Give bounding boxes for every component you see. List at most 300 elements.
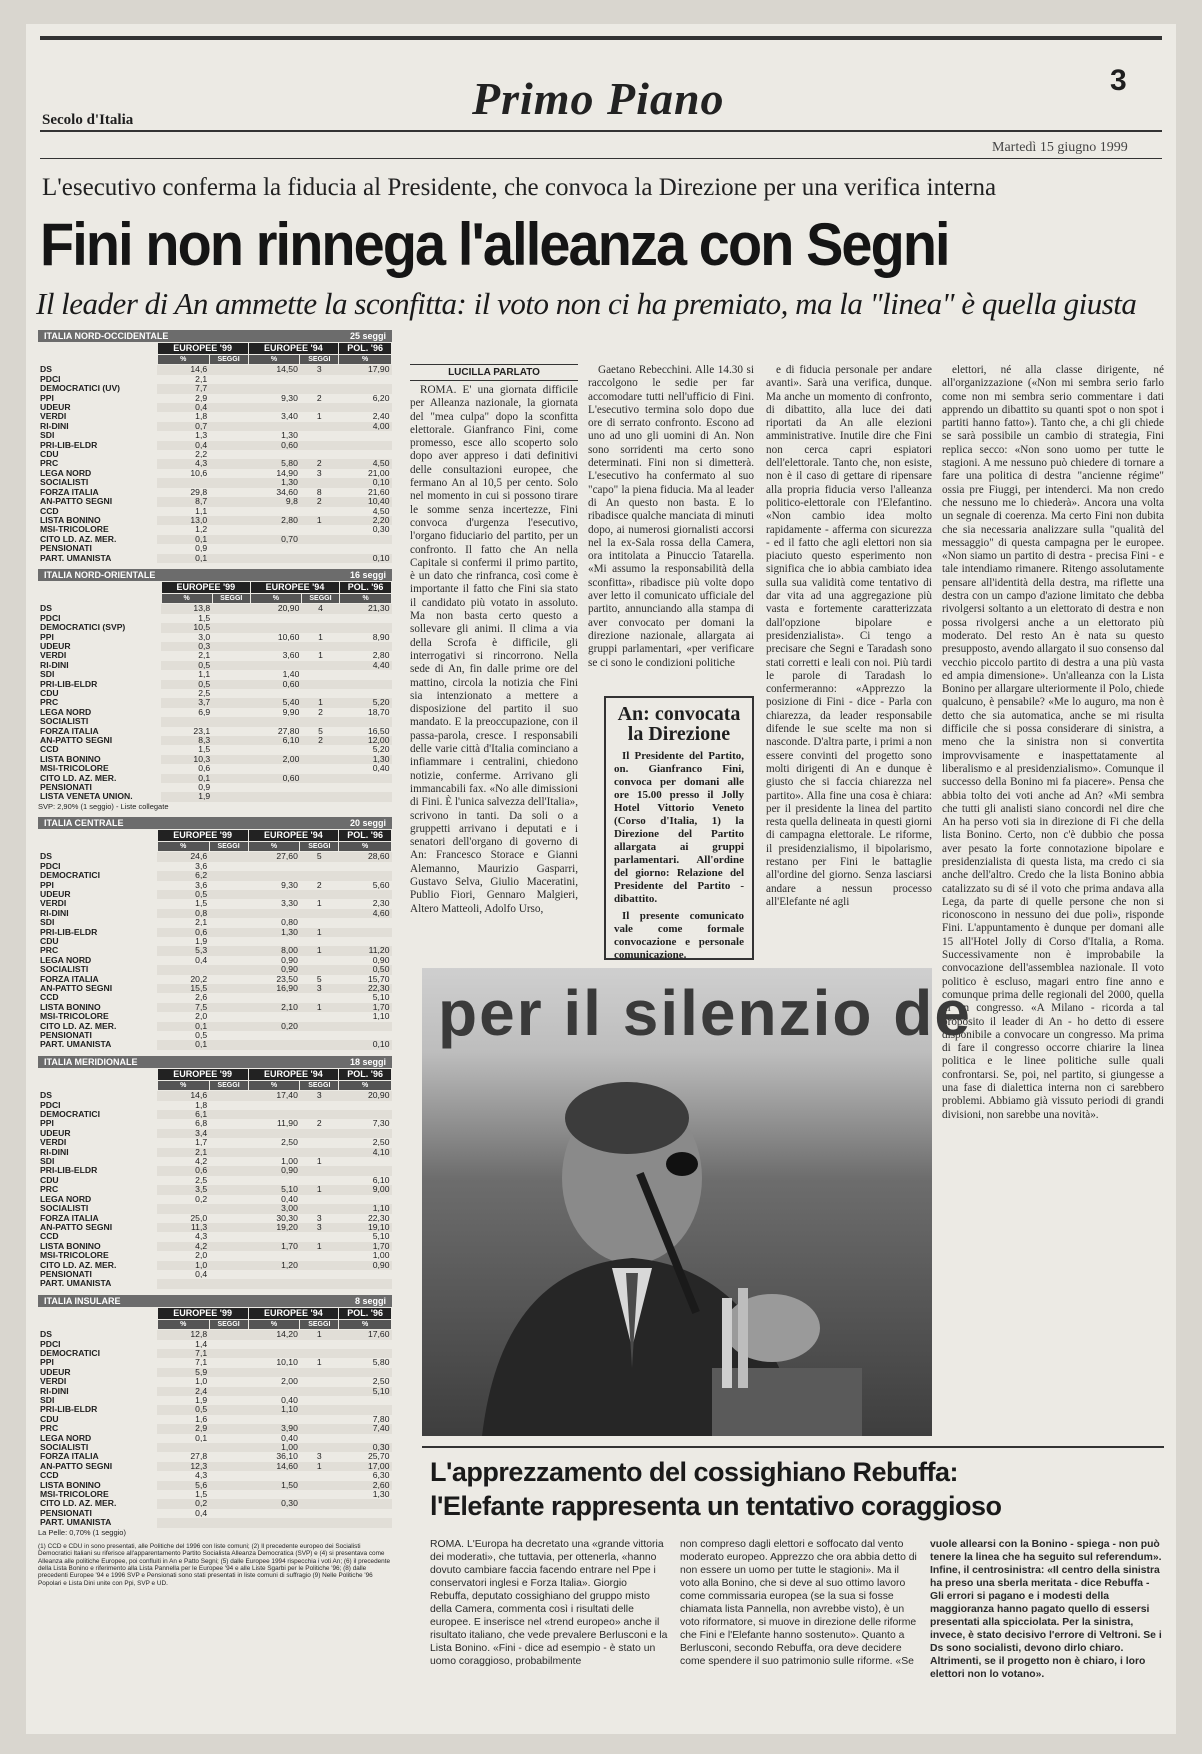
result-value: 6,8 (195, 1118, 208, 1129)
result-value (209, 1518, 248, 1527)
result-value (339, 1279, 392, 1288)
result-value (212, 651, 250, 660)
result-value (209, 1251, 248, 1260)
result-value: 1,0 (195, 1376, 208, 1387)
result-value: 9,30 (281, 879, 298, 890)
result-value: 0,20 (248, 1022, 300, 1031)
party-name: SDI (40, 1156, 55, 1167)
party-name: RI-DINI (40, 659, 69, 670)
result-value (209, 1022, 248, 1031)
party-name: SDI (40, 430, 55, 441)
party-name: UDEUR (40, 402, 71, 413)
result-value (212, 689, 250, 698)
result-value: 1,7 (195, 1137, 208, 1148)
sub-header: % (248, 1319, 300, 1329)
result-value (209, 993, 248, 1002)
result-value (209, 1242, 248, 1251)
result-value (301, 614, 339, 623)
result-value: 3 (300, 365, 339, 375)
party-name: LEGA NORD (40, 706, 92, 717)
result-value: 1,3 (195, 430, 208, 441)
result-value: 0,40 (372, 763, 390, 774)
result-value: 3,90 (248, 1424, 300, 1433)
result-value (340, 670, 392, 679)
result-value (209, 1129, 248, 1138)
result-value (209, 1003, 248, 1012)
result-value: 16,50 (367, 725, 390, 736)
results-table (38, 581, 392, 802)
party-name: FORZA ITALIA (40, 1451, 99, 1462)
result-value: 2,80 (248, 516, 300, 525)
result-value (300, 1340, 339, 1349)
result-value (301, 755, 339, 764)
result-value: 8,90 (372, 631, 390, 642)
region-header (38, 330, 392, 342)
result-value (209, 890, 248, 899)
result-value: 1,9 (195, 935, 208, 946)
result-value: 5,20 (340, 698, 392, 707)
result-value: 0,2 (157, 1499, 209, 1508)
result-value: 0,5 (157, 890, 209, 899)
result-value (300, 422, 339, 431)
result-value (300, 375, 339, 384)
region-header (38, 1056, 392, 1068)
party-name: VERDI (40, 1376, 67, 1387)
result-value (248, 1279, 300, 1288)
result-value: 5 (316, 973, 322, 984)
result-value: 1,1 (195, 505, 208, 516)
region-header (38, 817, 392, 829)
result-value (209, 928, 248, 937)
result-value (212, 783, 250, 792)
table-row (38, 1110, 392, 1119)
result-value: 1 (300, 928, 339, 937)
result-value: 36,10 (276, 1451, 298, 1462)
result-value: 3,6 (195, 860, 208, 871)
second-column-1 (430, 1538, 668, 1728)
result-value: 3 (300, 1223, 339, 1232)
column-group-header: EUROPEE '99 (157, 829, 248, 841)
party-name: RI-DINI (40, 1146, 69, 1157)
party-name: DS (40, 603, 52, 614)
result-value: 23,1 (193, 725, 211, 736)
result-value (339, 1518, 392, 1527)
party-name: FORZA ITALIA (40, 1212, 99, 1223)
result-value: 5,80 (248, 459, 300, 468)
result-value (300, 1251, 339, 1260)
result-value: 1,10 (372, 1011, 390, 1022)
result-value: 4,00 (339, 422, 392, 431)
result-value (300, 535, 339, 544)
result-value: 34,60 (276, 486, 298, 497)
result-value (209, 1452, 248, 1461)
result-value (300, 1509, 339, 1518)
result-value: 1 (300, 1242, 339, 1251)
result-value (339, 1101, 392, 1110)
result-value (212, 717, 250, 726)
result-value: 14,6 (157, 365, 209, 375)
result-value: 7,40 (339, 1424, 392, 1433)
party-name: LISTA VENETA UNION. (40, 791, 133, 802)
result-value: 2,0 (195, 1011, 208, 1022)
result-value: 1,30 (248, 928, 300, 937)
result-value (209, 1387, 248, 1396)
result-value: 14,90 (276, 467, 298, 478)
result-value: 1,10 (248, 1405, 300, 1414)
article-column-2 (588, 364, 754, 669)
result-value (209, 544, 248, 553)
result-value (300, 544, 339, 553)
result-value: 0,10 (339, 1040, 392, 1049)
table-row (38, 1223, 392, 1232)
result-value: 0,40 (281, 1432, 298, 1443)
result-value: 5,20 (372, 744, 390, 755)
result-value: 1,00 (372, 1250, 390, 1261)
table-row (38, 623, 392, 632)
result-value: 9,8 (248, 497, 300, 506)
party-name: DS (40, 851, 52, 862)
sub-header: SEGGI (209, 1319, 248, 1329)
result-value: 5,80 (372, 1357, 390, 1368)
result-value (300, 1387, 339, 1396)
party-name: CCD (40, 1231, 59, 1242)
result-value (300, 909, 339, 918)
party-name: MSI-TRICOLORE (40, 524, 109, 535)
party-name: PRC (40, 458, 59, 469)
result-value (300, 1261, 339, 1270)
result-value: 3 (316, 1212, 322, 1223)
result-value: 0,1 (161, 774, 212, 783)
result-value: 29,8 (190, 486, 208, 497)
table-row (38, 1279, 392, 1288)
party-name: LISTA BONINO (40, 1001, 101, 1012)
region-seats: 25 seggi (349, 331, 386, 341)
party-name: UDEUR (40, 1366, 71, 1377)
result-value: 6,2 (157, 871, 209, 880)
result-value (248, 375, 300, 384)
sub-header: % (157, 1080, 209, 1090)
result-value: 21,30 (340, 604, 392, 614)
party-name: PPI (40, 879, 54, 890)
result-value (212, 642, 250, 651)
result-value: 23,50 (276, 973, 298, 984)
result-value: 12,00 (340, 736, 392, 745)
result-value: 1,70 (248, 1242, 300, 1251)
region-seats: 20 seggi (349, 817, 386, 828)
result-value (209, 554, 248, 563)
convocation-box (604, 696, 754, 960)
result-value: 1 (318, 631, 323, 642)
party-name: RI-DINI (40, 420, 69, 431)
result-value: 7,1 (195, 1357, 208, 1368)
result-value: 7,80 (372, 1413, 390, 1424)
result-value: 7,30 (372, 1118, 390, 1129)
result-value (339, 1509, 392, 1518)
result-value (340, 783, 392, 792)
result-value: 1,30 (281, 430, 298, 441)
result-value (300, 1270, 339, 1279)
result-value (209, 1270, 248, 1279)
result-value: 1 (316, 1156, 322, 1167)
result-value: 2 (301, 736, 339, 745)
result-value (209, 1481, 248, 1490)
party-name: PRC (40, 1423, 59, 1434)
result-value (212, 604, 250, 614)
result-value: 1,70 (339, 1003, 392, 1012)
result-value (209, 871, 248, 880)
party-name: CDU (40, 449, 59, 460)
table-row (38, 1040, 392, 1049)
result-value: 10,5 (161, 623, 212, 632)
result-value: 1,8 (195, 1099, 208, 1110)
result-value (248, 1518, 300, 1527)
result-value: 3 (316, 467, 322, 478)
result-value: 0,40 (281, 1193, 298, 1204)
result-value (300, 1405, 339, 1414)
result-value: 1,1 (198, 669, 211, 680)
result-value (300, 1012, 339, 1021)
result-value: 2,2 (195, 449, 208, 460)
result-value (209, 965, 248, 974)
table-row (38, 1195, 392, 1204)
result-value (250, 792, 301, 801)
sub-header: % (161, 593, 212, 603)
results-table (38, 829, 392, 1050)
party-name: SOCIALISTI (40, 477, 89, 488)
result-value: 2 (316, 879, 322, 890)
party-name: LEGA NORD (40, 467, 92, 478)
result-value (209, 1101, 248, 1110)
table-row (38, 689, 392, 698)
result-value: 1,20 (248, 1261, 300, 1270)
result-value: 21,60 (367, 486, 390, 497)
result-value (339, 1340, 392, 1349)
party-name: LEGA NORD (40, 1432, 92, 1443)
table-row (38, 633, 392, 642)
sub-header: % (250, 593, 301, 603)
result-value (209, 507, 248, 516)
party-name: AN-PATTO SEGNI (40, 496, 113, 507)
election-results (38, 330, 392, 1587)
result-value: 4 (301, 604, 339, 614)
table-row (38, 928, 392, 937)
result-value: 0,30 (372, 524, 390, 535)
party-name: PENSIONATI (40, 1030, 92, 1040)
result-value (209, 1012, 248, 1021)
result-value: 0,30 (339, 1443, 392, 1452)
result-value: 1,70 (339, 1242, 392, 1251)
result-value: 10,3 (161, 755, 212, 764)
party-name: PART. UMANISTA (40, 1278, 112, 1289)
result-value (212, 755, 250, 764)
result-value (212, 698, 250, 707)
result-value: 5 (318, 725, 323, 736)
table-row (38, 1091, 392, 1101)
results-footnote: (1) CCD e CDU in sono presentati, alle Politiche del 1996 con liste comuni; (2) Il precedente europeo dei Socialisti Democratici Italiani su riferisce all'apparentamento Partito Socialista Alleanza Democratica (SVP) e (4) si presentava come Alleanza alle politiche Europee, poi confluiti in An e Patto Segni; (5) dalle Europee 1994 rispecchia i voti An; (6) il precedente della Lista Bonino e riferimento alla Lista Pannella per le Europee '94 e alle Liste Sgarbi per le Politiche '96; (8) dalle precedenti Europee '94 e 1996 SVP e Pensionati sono stati presentati in liste comuni di suffragio (9) Nelle Politiche '96 Popolari e Lista Dini unite con Ppi, SVP e UD. (38, 1542, 391, 1587)
result-value: 8 (316, 486, 322, 497)
result-value: 2,00 (281, 1376, 298, 1387)
party-name: UDEUR (40, 1127, 71, 1138)
result-value (209, 1509, 248, 1518)
result-value: 2,1 (198, 650, 211, 661)
party-name: SOCIALISTI (40, 1442, 89, 1453)
result-value (300, 1481, 339, 1490)
result-value: 5,60 (372, 879, 390, 890)
box-title: An: convocata la Direzione (617, 703, 741, 745)
result-value (209, 984, 248, 993)
result-value: 6,9 (198, 706, 211, 717)
result-value: 2,50 (281, 1137, 298, 1148)
result-value (209, 918, 248, 927)
party-name: CDU (40, 1174, 59, 1185)
region-note: SVP: 2,90% (1 seggio) - Liste collegate (38, 801, 169, 811)
party-name: PENSIONATI (40, 543, 92, 554)
result-value: 2,1 (195, 373, 208, 384)
party-name: SDI (40, 669, 55, 680)
result-value: 3 (300, 1091, 339, 1101)
result-value: 18,70 (367, 706, 390, 717)
party-name: DEMOCRATICI (40, 870, 100, 881)
sub-header: % (248, 1080, 300, 1090)
sub-header: SEGGI (300, 841, 339, 851)
result-value: 19,10 (339, 1223, 392, 1232)
result-value (340, 774, 392, 783)
result-value (209, 478, 248, 487)
second-column-3 (930, 1538, 1164, 1728)
result-value: 2 (318, 706, 323, 717)
result-value: 9,90 (282, 706, 300, 717)
party-name: PART. UMANISTA (40, 552, 112, 563)
table-row (38, 1518, 392, 1527)
table-row (38, 384, 392, 393)
party-name: AN-PATTO SEGNI (40, 1460, 113, 1471)
region-seats: 16 seggi (349, 569, 386, 580)
masthead-rule (40, 130, 1162, 132)
sub-header: % (339, 1319, 392, 1329)
result-value (209, 1415, 248, 1424)
result-value: 1,5 (198, 744, 211, 755)
result-value: 10,6 (190, 467, 208, 478)
result-value (212, 745, 250, 754)
result-value: 15,70 (367, 973, 390, 984)
result-value (212, 764, 250, 773)
result-value: 2,5 (195, 1174, 208, 1185)
result-value: 0,4 (157, 403, 209, 412)
result-value: 21,00 (367, 467, 390, 478)
table-row (38, 984, 392, 993)
result-value (339, 375, 392, 384)
result-value (209, 1443, 248, 1452)
result-value (209, 1377, 248, 1386)
result-value (209, 459, 248, 468)
result-value: 1,6 (195, 1413, 208, 1424)
result-value: 1,8 (195, 411, 208, 422)
result-value (209, 862, 248, 871)
results-table (38, 1068, 392, 1289)
party-name: PRC (40, 1184, 59, 1195)
result-value: 3,5 (157, 1185, 209, 1194)
party-name: UDEUR (40, 888, 71, 899)
table-row (38, 1358, 392, 1367)
column-group-header: EUROPEE '94 (248, 1307, 339, 1319)
article-text: Gaetano Rebecchini. Alle 14.30 si raccolgono le sedie per far accomodare tutti nell'ufficio di Fini. L'esecutivo termina solo dopo due ore di serrato confronto. Escono ad uno ad uno gli uomini di An. Non sono sorridenti ma certo sono determinati. Fini non si dimetterà. L'esecutivo ha confermato al suo "capo" la piena fiducia. Ma al leader di An questo non basta. E lo ribadisce qualche manciata di minuti dopo, ai numerosi giornalisti accorsi nel la ex-Sala rossa della Camera, ora intitolata a Pinuccio Tatarella. «Mi assumo la responsabilità della sconfitta», ribadisce più volte dopo aver letto il comunicato ufficiale del partito, annunciando alla stampa di aver convocato per domani la direzione nazionale, allargata ai gruppi parlamentari, «per verificare se ci sono le condizioni politiche (588, 364, 754, 669)
result-value: 6,1 (157, 1110, 209, 1119)
party-name: PRC (40, 945, 59, 956)
result-value: 20,2 (190, 973, 208, 984)
sub-header: % (157, 355, 209, 365)
result-value: 5,3 (157, 946, 209, 955)
result-value: 1,5 (195, 1489, 208, 1500)
result-value (212, 736, 250, 745)
table-row (38, 852, 392, 862)
result-value: 5,10 (372, 1231, 390, 1242)
result-value (300, 1031, 339, 1040)
result-value: 0,10 (339, 478, 392, 487)
table-row (38, 441, 392, 450)
party-name: PRI-LIB-ELDR (40, 1165, 98, 1176)
result-value (248, 1340, 300, 1349)
result-value: 1 (300, 1185, 339, 1194)
table-row (38, 1138, 392, 1147)
result-value: 9,00 (339, 1185, 392, 1194)
table-row (38, 422, 392, 431)
result-value: 3,60 (282, 650, 300, 661)
result-value (209, 1434, 248, 1443)
party-name: DEMOCRATICI (SVP) (40, 622, 126, 633)
result-value (209, 394, 248, 403)
result-value: 30,30 (276, 1212, 298, 1223)
result-value (157, 1279, 209, 1288)
table-row (38, 937, 392, 946)
result-value (212, 614, 250, 623)
result-value (248, 1101, 300, 1110)
result-value (209, 1396, 248, 1405)
result-value: 1 (316, 1357, 322, 1368)
result-value: 6,20 (372, 392, 390, 403)
region-header (38, 569, 392, 581)
result-value (209, 525, 248, 534)
article-text: elettori, né alla classe dirigente, né all'organizzazione («Non mi sembra serio farlo come non mi sembra serio commentare i dati apprendo un dibattito su quanti spot o non spot i partiti hanno fatto»). Tanto che, a chi gli chiede se sarà possibile un cambio di strategia, Fini replica secco: «Non sono uomo per tutte le stagioni. A me nessuno può chiedere di tornare a fare una politica di destra "ancienne régime" ossia pre Fiuggi, per intenderci. Ma non credo che nessuno me lo chiederà». Ancora una volta un segnale di coerenza. Ma certo Fini non dubita che sia necessaria analizzare sulla "qualità del messaggio" di questa campagna per le europee. «Non siamo un partito di destra - precisa Fini - e tale intendiamo rimanere. Ritengo assolutamente pensare all'identità della destra, ma riflette una destra con un campo d'azione limitato che debba rivolgersi soltanto a un elettorato di destra e non possa rivolgersi anche a un elettorato più moderato. Del resto An è nata su questo presupposto, avendo allargato il suo consenso dal vecchio piccolo partito di destra a una più vasta ed ampia dimensione». Un'alleanza con la Lista Bonino per allargare ulteriormente il Polo, chiede qualcuno, è pensabile? «Me lo auguro, ma non è detto che sia automatica, anche se mi risulta difficile che si possa considerare di sinistra, a meno che la sinistra non si convertita improvvisamente e inaspettatamente al liberalismo e al presidenzialismo». Comunque il successo della Bonino mi fa piacere». Pensa che abbia tolto dei voti anche ad An? «Mi sembra che tutti gli analisti siano concordi nel dire che An ha perso voti sia in direzione di Fi che della lista Bonino. Certo, non c'è dubbio che possa aver pesato la forte connotazione bipolare e presidenzialista di questa lista, ma credo ci sia anche dell'altro. Credo che la lista Bonino abbia catalizzato su di sé il voto che prima andava alla Lega, da parte di quelle persone che non si riconoscono in nessuno dei due poli», risponde Fini. L'appuntamento è dunque per domani alle 15 all'Hotel Jolly di Corso d'Italia, a Roma. Successivamente non è improbabile la convocazione dell'assemblea nazionale. Il voto politico è escluso, magari entro fine anno e comunque prima delle regionali del 2000, quella di un congresso. «A Milano - ricorda a tal proposito il leader di An - ho detto di essere disponibile a convocare un congresso. Ma prima di fare il congresso occorre chiarire la linea politica e le linee politiche sulle quali confrontarsi. Se, poi, nel partito, si giungesse a una fase di dialettica interna non ci sarebbero problemi. Abbiamo già vissuto periodi di grandi divisioni, non sarebbe una novità». (942, 364, 1164, 1121)
result-value: 1,30 (248, 478, 300, 487)
result-value: 1 (300, 1003, 339, 1012)
result-value (209, 1091, 248, 1101)
result-value (339, 431, 392, 440)
result-value (300, 525, 339, 534)
result-value (248, 544, 300, 553)
result-value: 3,4 (157, 1129, 209, 1138)
sub-header: % (339, 841, 392, 851)
result-value: 1,00 (281, 1156, 298, 1167)
result-value: 0,2 (195, 1193, 208, 1204)
result-value: 0,6 (157, 1166, 209, 1175)
result-value (300, 1434, 339, 1443)
table-row (38, 1176, 392, 1185)
result-value (300, 956, 339, 965)
party-name: DS (40, 1328, 52, 1339)
result-value (209, 1204, 248, 1213)
party-name: DS (40, 364, 52, 375)
column-group-header: EUROPEE '94 (248, 829, 339, 841)
result-value: 2,9 (195, 392, 208, 403)
result-value (301, 680, 339, 689)
result-value (300, 1424, 339, 1433)
column-group-header: POL. '96 (339, 829, 392, 841)
result-value: 3,00 (248, 1204, 300, 1213)
result-value: 1,5 (198, 612, 211, 623)
article-column-4 (942, 364, 1164, 1632)
paper-name: Secolo d'Italia (42, 112, 134, 128)
result-value: 27,8 (190, 1451, 208, 1462)
